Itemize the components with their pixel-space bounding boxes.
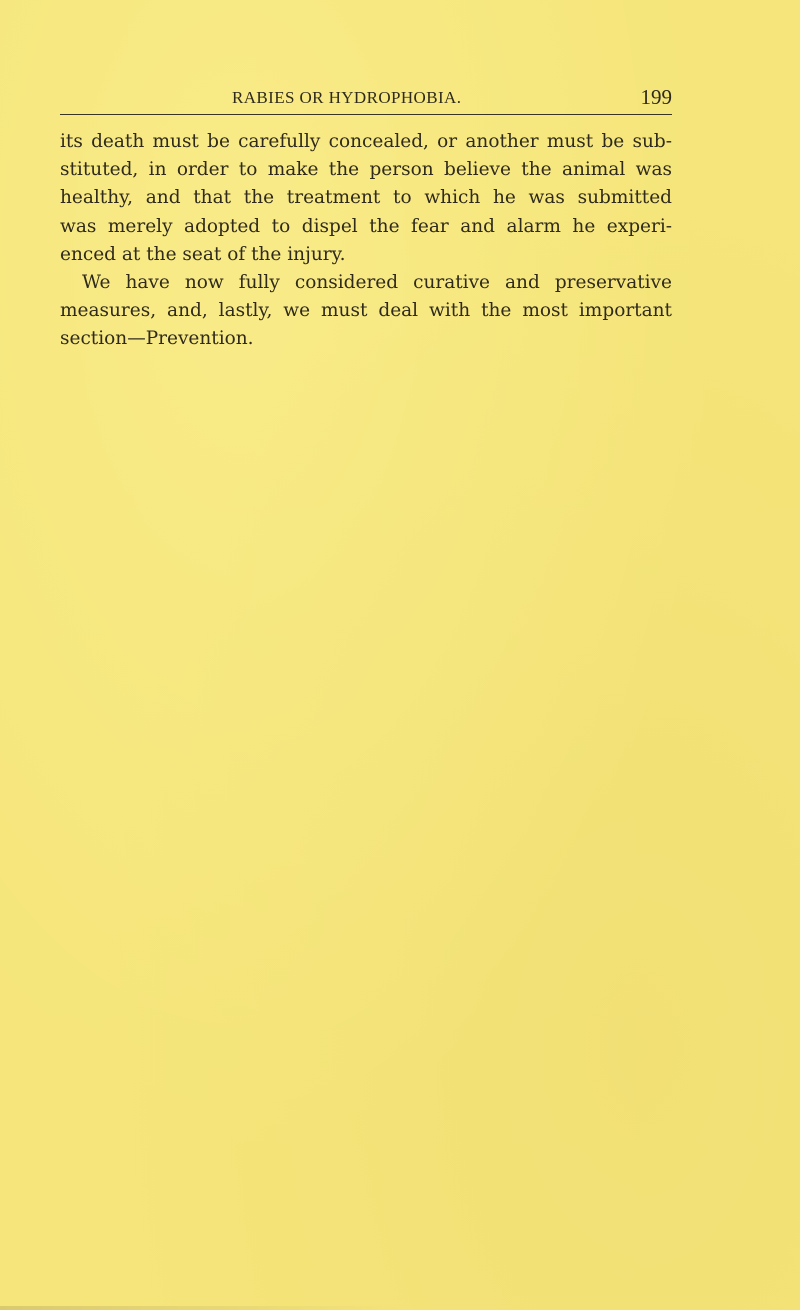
text-line: enced at the seat of the injury. bbox=[60, 243, 346, 265]
text-line: measures, and, lastly, we must deal with the most important bbox=[60, 300, 672, 322]
text-line: was merely adopted to dispel the fear and alarm he experi- bbox=[60, 215, 672, 237]
page-number: 199 bbox=[640, 85, 672, 109]
text-line: section—Prevention. bbox=[60, 328, 254, 350]
page-edge-shadow bbox=[0, 1306, 400, 1310]
text-line: stituted, in order to make the person believe the animal was bbox=[60, 159, 672, 181]
paragraph-1 bbox=[60, 128, 672, 269]
text-line: We have now fully considered curative and preservative bbox=[82, 272, 672, 294]
body-text bbox=[60, 128, 672, 354]
running-head-title: RABIES OR HYDROPHOBIA. bbox=[232, 88, 462, 107]
text-line: its death must be carefully concealed, or another must be sub- bbox=[60, 131, 672, 152]
running-head bbox=[60, 86, 672, 115]
paragraph-2 bbox=[60, 269, 672, 354]
text-line: healthy, and that the treatment to which he was submitted bbox=[60, 187, 672, 209]
